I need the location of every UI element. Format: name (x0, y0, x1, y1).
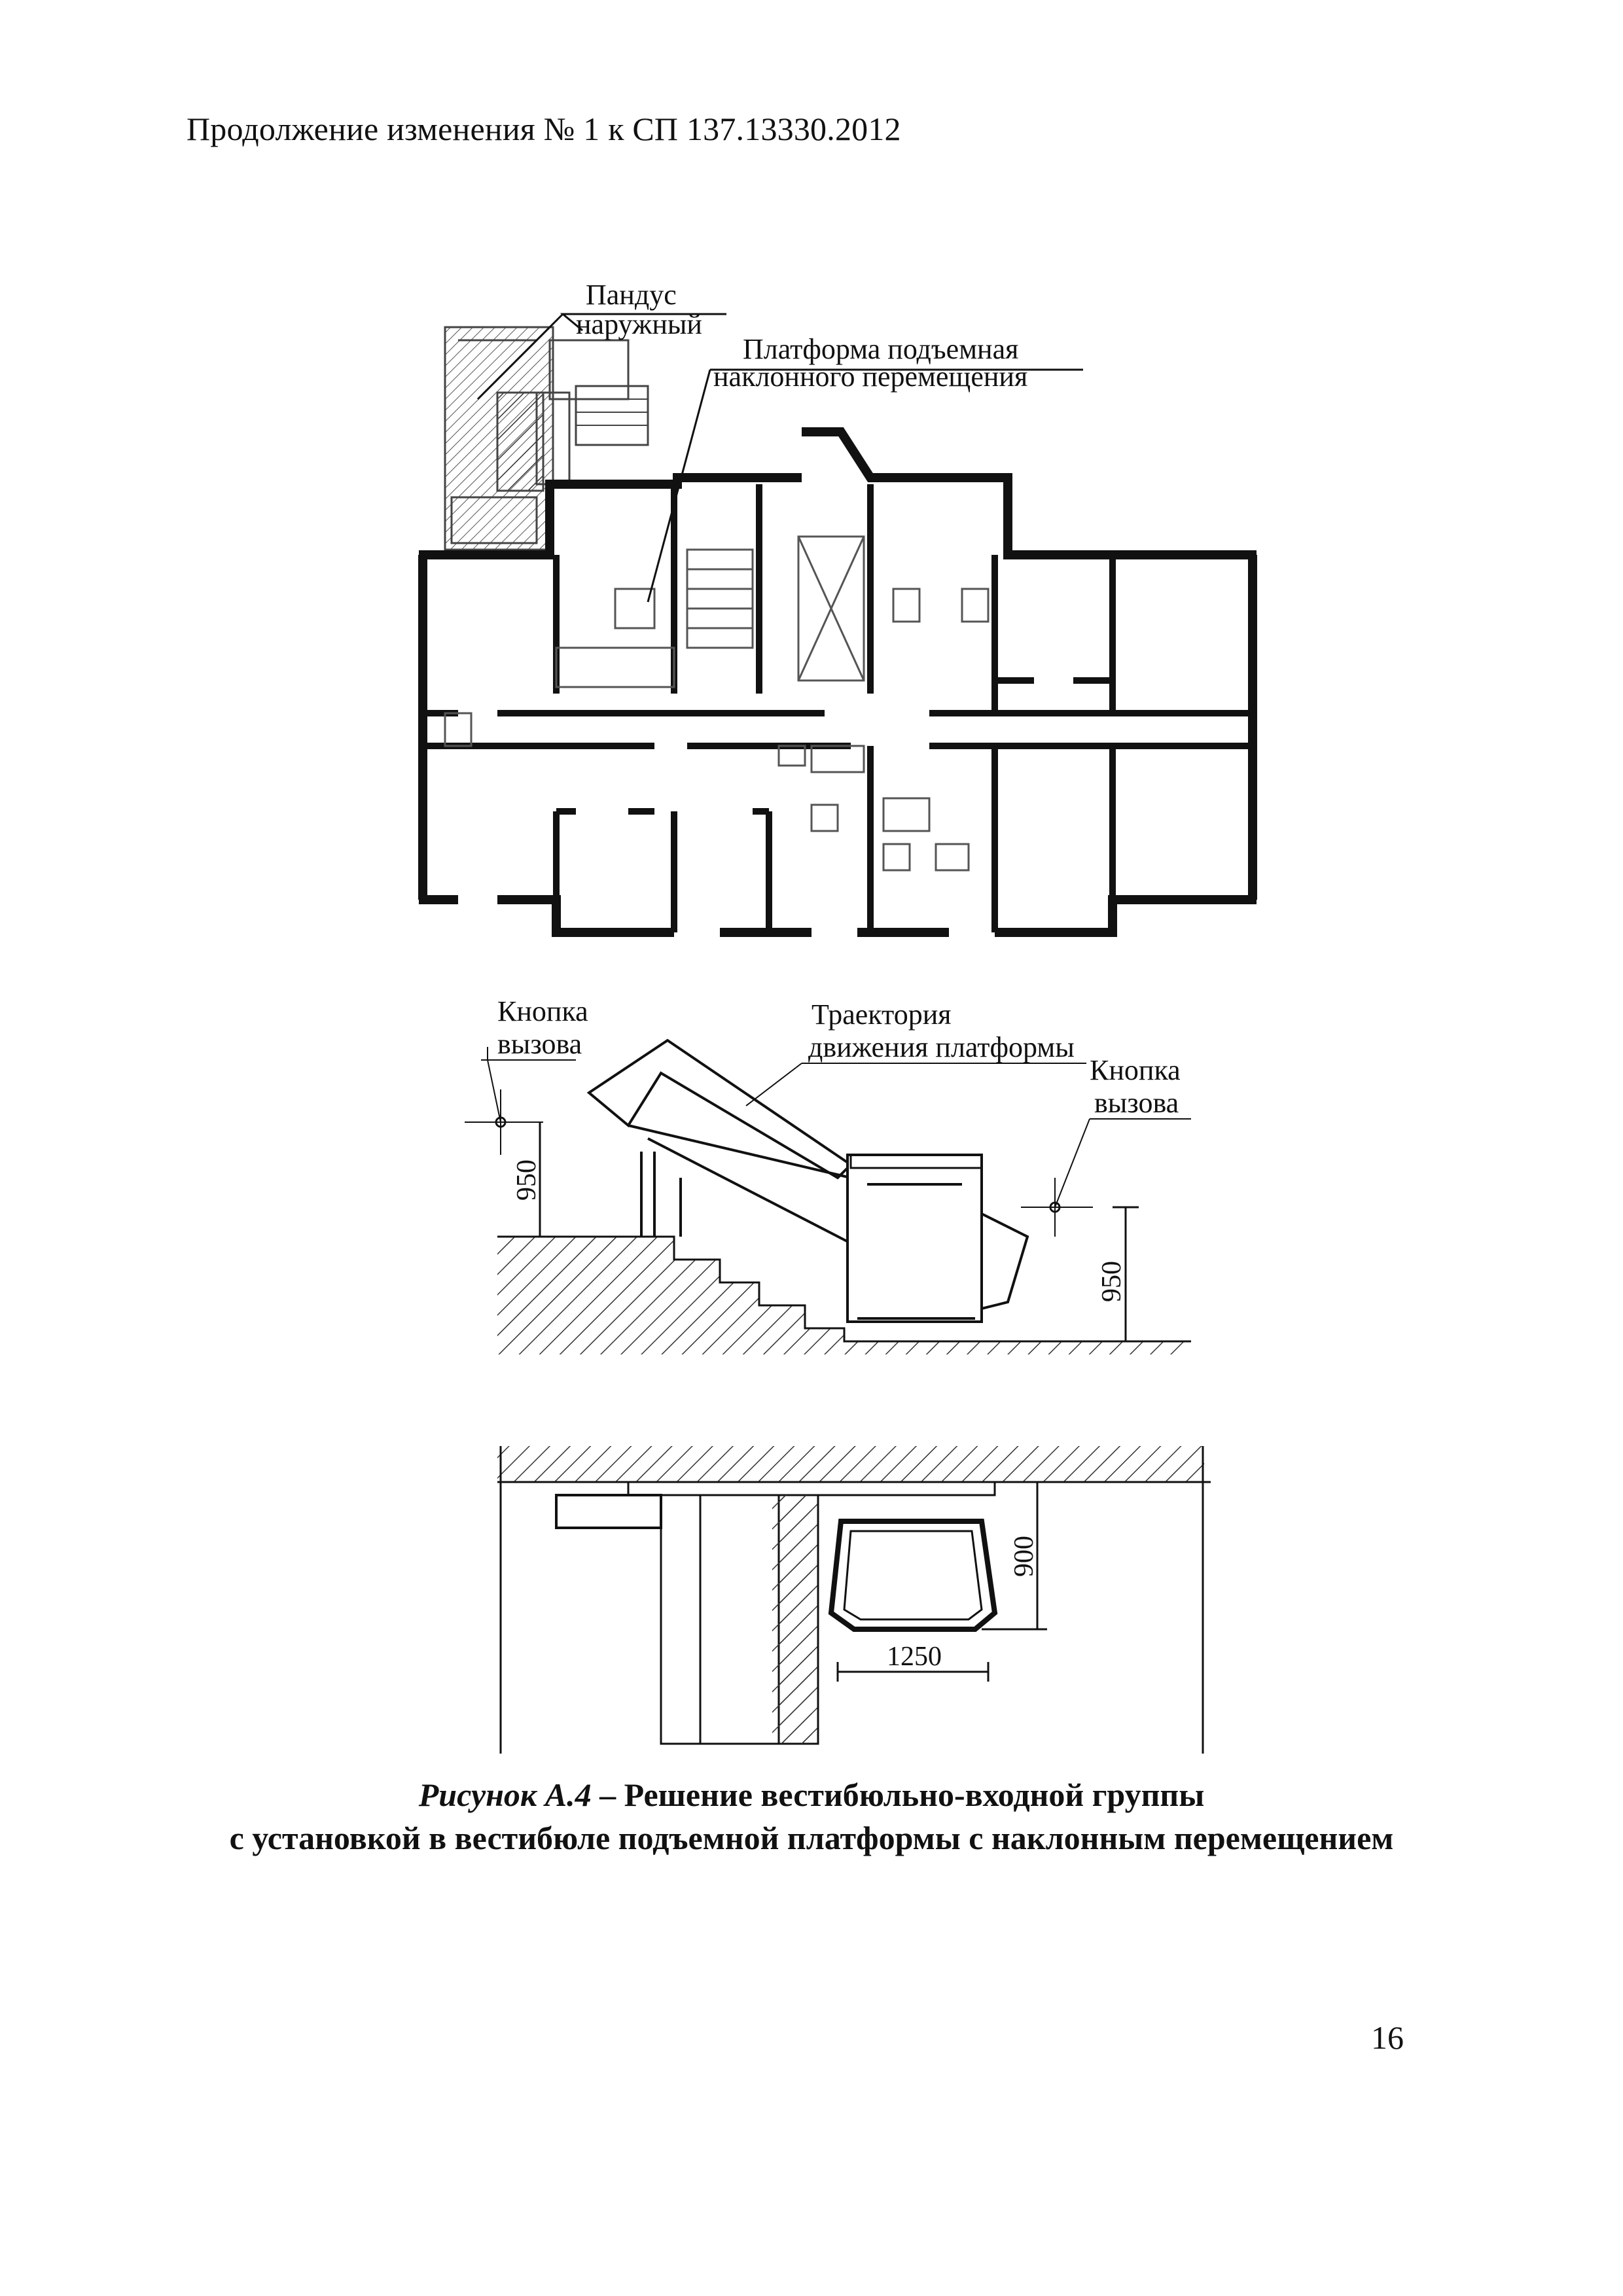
dim-1250: 1250 (887, 1642, 942, 1672)
ramp-label-1: Пандус (586, 279, 677, 311)
dim-900: 900 (1009, 1536, 1039, 1577)
dim-950-right: 950 (1097, 1261, 1127, 1302)
caption-title-1: Решение вестибюльно-входной группы (624, 1776, 1205, 1813)
trajectory-label-1: Траектория (812, 998, 952, 1031)
platform-label-1: Платформа подъемная (743, 333, 1019, 365)
stair-details (445, 537, 988, 870)
floor-plan (419, 279, 1257, 932)
call-button-left-label-1: Кнопка (497, 995, 588, 1027)
dim-950-left: 950 (512, 1159, 542, 1201)
figure-number: Рисунок А.4 (418, 1776, 592, 1813)
call-button-right-label-2: вызова (1094, 1087, 1179, 1119)
trajectory-label-2: движения платформы (808, 1031, 1075, 1063)
page-header: Продолжение изменения № 1 к СП 137.13330.2012 (187, 111, 901, 147)
call-button-left-label-2: вызова (497, 1028, 582, 1060)
section-view (465, 995, 1191, 1354)
caption-line-2: с установкой в вестибюле подъемной платформы с наклонным перемещением (229, 1820, 1394, 1856)
caption-dash: – (591, 1776, 624, 1813)
platform-label-2: наклонного перемещения (713, 361, 1028, 393)
top-view (497, 1446, 1211, 1754)
call-button-right-label-1: Кнопка (1090, 1054, 1181, 1086)
figure-caption (0, 1773, 1623, 1860)
caption-line-1 (0, 1773, 1623, 1816)
ramp-label-2: наружный (576, 308, 702, 340)
page-number: 16 (1371, 2019, 1404, 2056)
